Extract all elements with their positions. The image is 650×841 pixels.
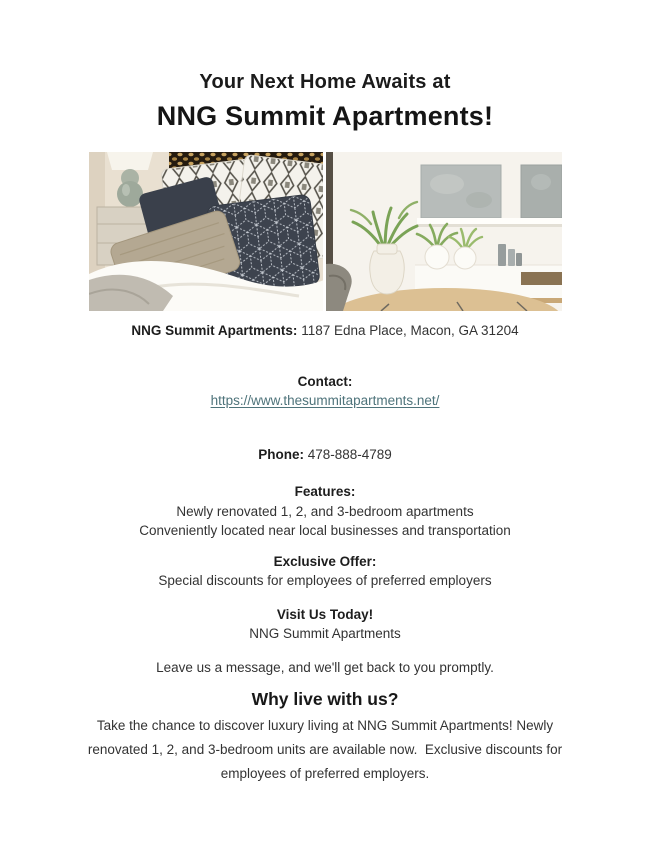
why-body: Take the chance to discover luxury living at NNG Summit Apartments! Newly renovated 1, 2, and 3-bedroom units are available now. Exclusive discounts for employees of preferred employers.	[87, 718, 566, 781]
living-room-photo	[326, 152, 562, 311]
offer-heading: Exclusive Offer:	[273, 554, 377, 569]
website-link-line	[0, 392, 650, 409]
message-line: Leave us a message, and we'll get back to you promptly.	[156, 660, 494, 675]
offer-text: Special discounts for employees of preferred employers	[158, 573, 492, 588]
features-heading: Features:	[294, 484, 356, 499]
flyer-subtitle: Your Next Home Awaits at	[199, 71, 451, 93]
visit-org: NNG Summit Apartments	[249, 626, 401, 641]
hero-photo	[89, 152, 562, 311]
bedroom-photo	[89, 152, 338, 311]
website-link[interactable]: https://www.thesummitapartments.net/	[210, 393, 440, 408]
address-line	[0, 322, 650, 339]
photo-seam	[323, 152, 326, 311]
why-heading: Why live with us?	[251, 689, 399, 709]
phone-label: Phone:	[258, 447, 304, 462]
contact-heading: Contact:	[297, 374, 353, 389]
address-label: NNG Summit Apartments:	[131, 323, 298, 338]
hero-photo-illustration	[89, 152, 562, 311]
feature-item: Newly renovated 1, 2, and 3-bedroom apartments	[176, 504, 474, 519]
feature-item: Conveniently located near local businesses and transportation	[139, 523, 511, 538]
flyer-title: NNG Summit Apartments!	[156, 101, 494, 131]
phone-line	[0, 446, 650, 463]
visit-heading: Visit Us Today!	[276, 607, 374, 622]
phone-value: 478-888-4789	[307, 447, 392, 462]
address-value: 1187 Edna Place, Macon, GA 31204	[301, 323, 519, 338]
